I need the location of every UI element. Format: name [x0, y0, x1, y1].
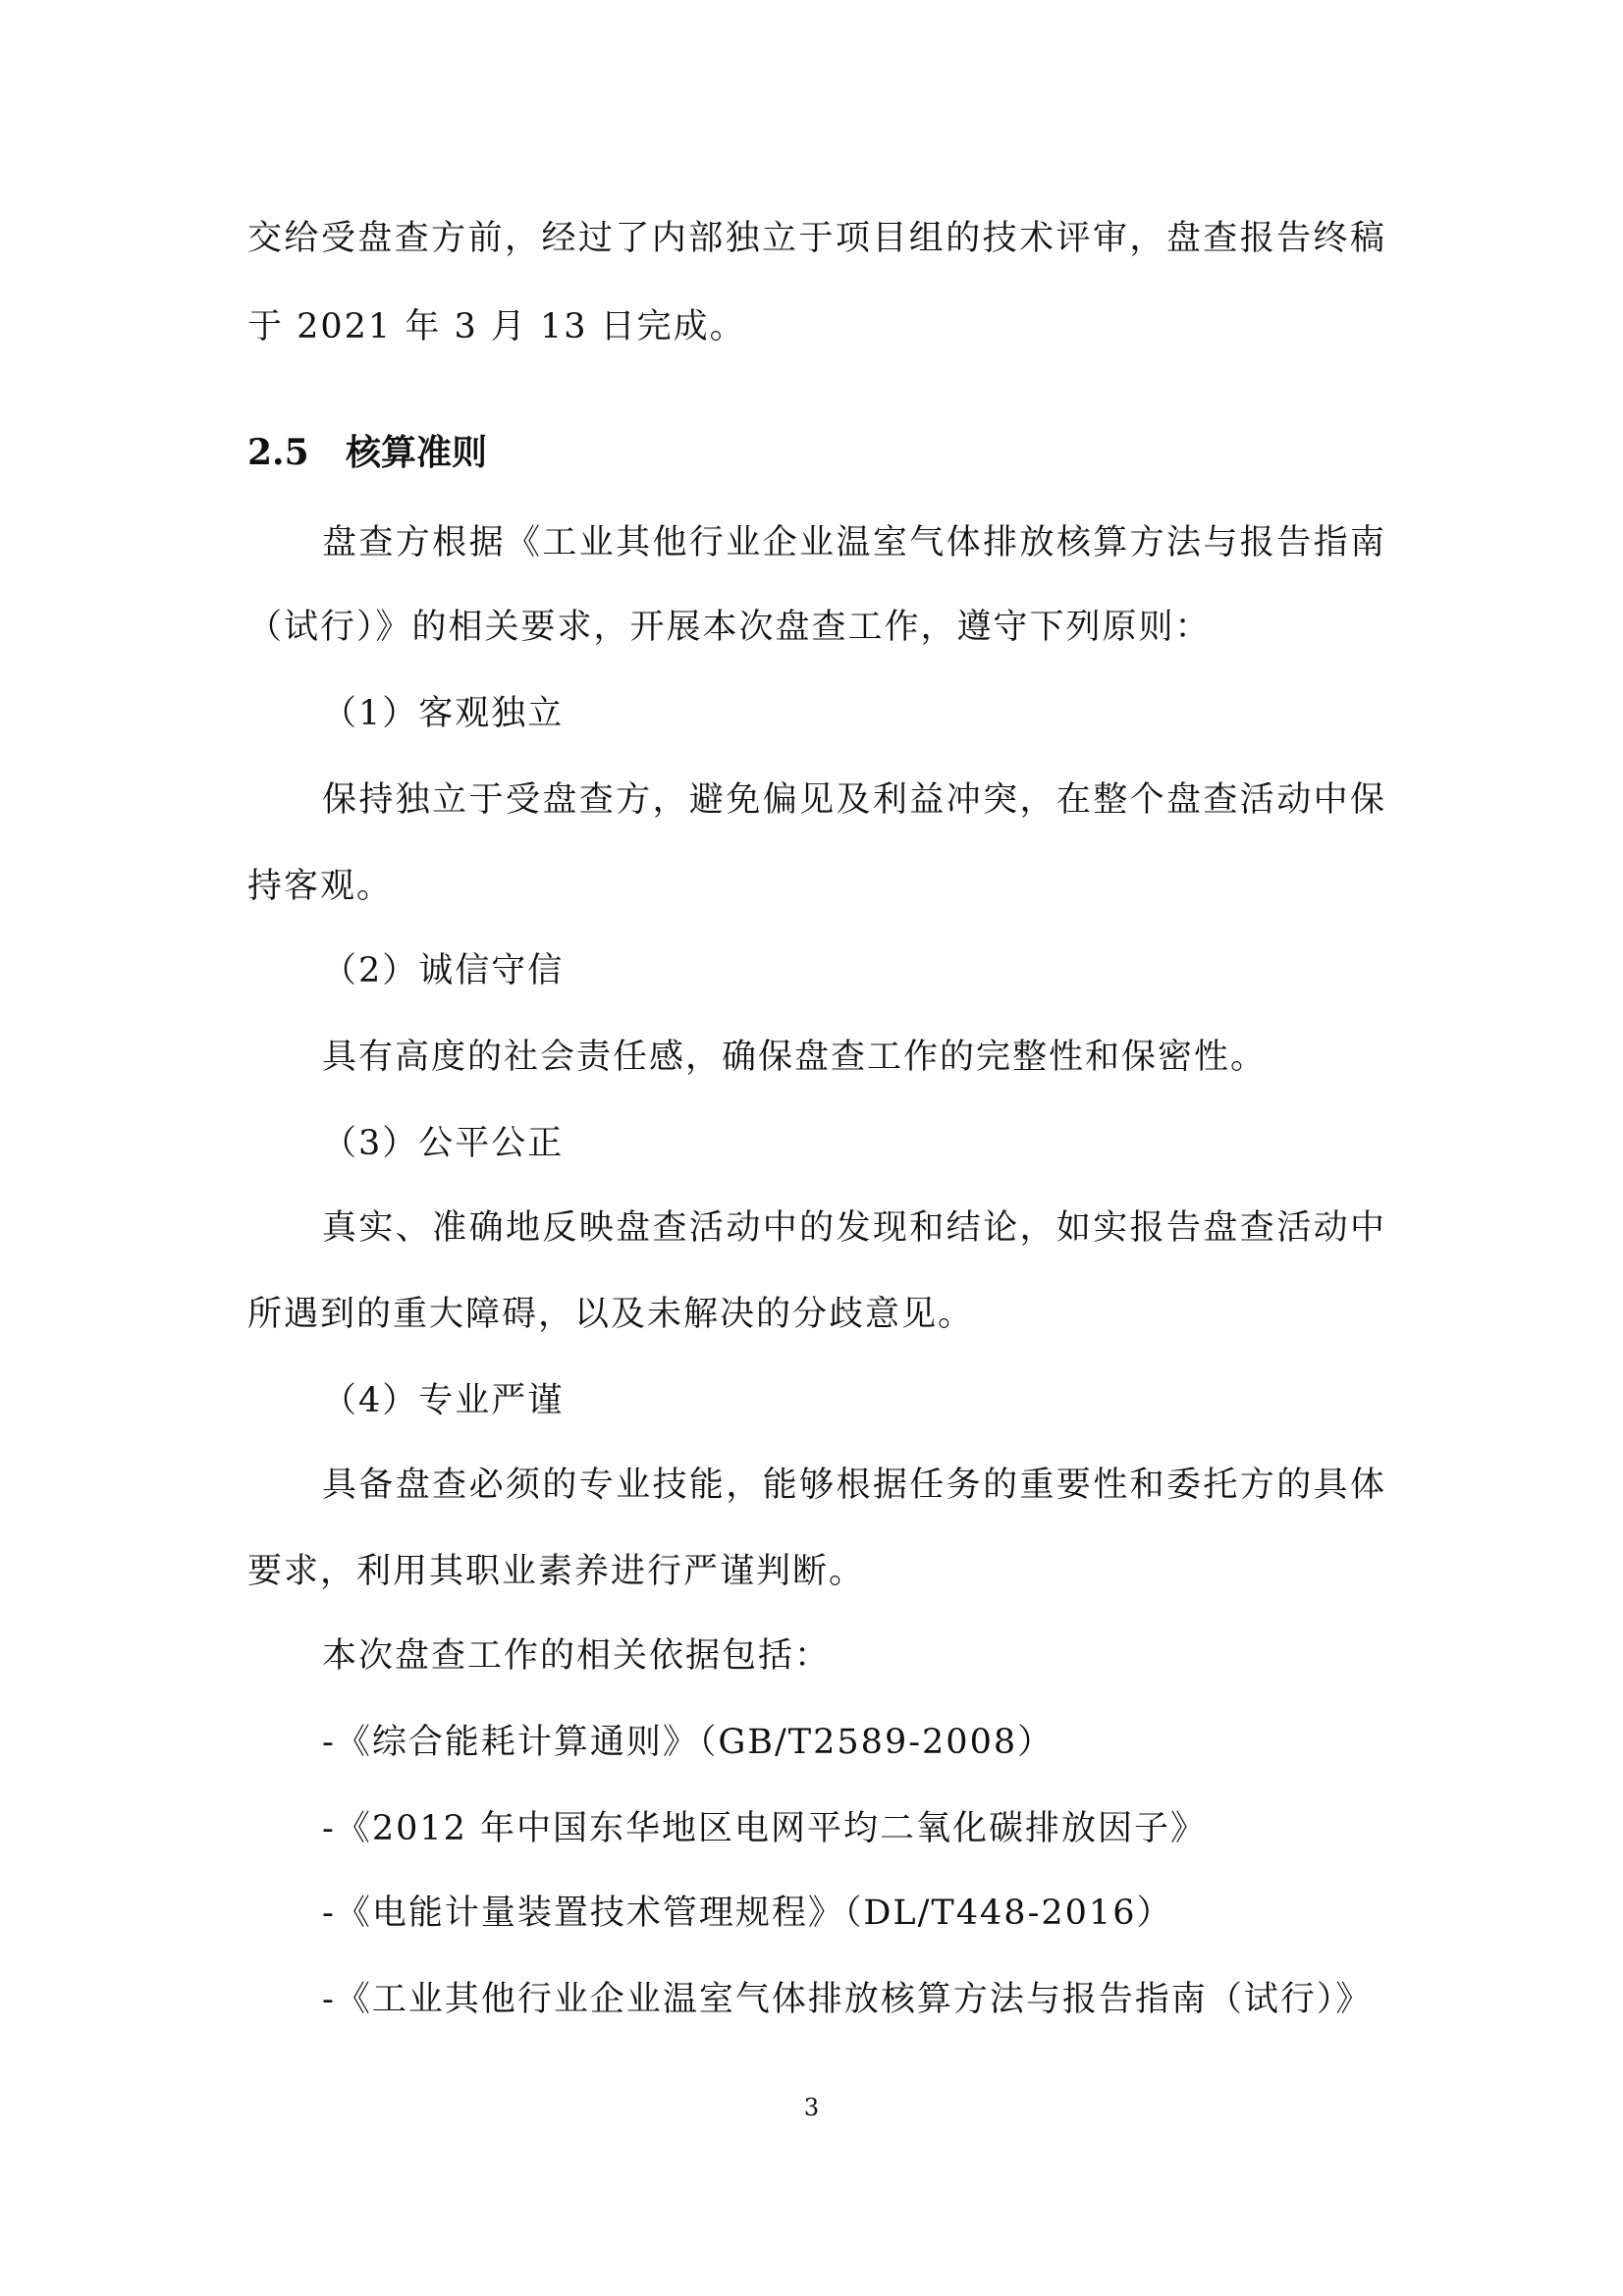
principle-2-line-1: 具有高度的社会责任感，确保盘查工作的完整性和保密性。: [322, 1038, 1268, 1077]
section-heading: [247, 428, 487, 477]
reference-item: -《2012 年中国东华地区电网平均二氧化碳排放因子》: [322, 1809, 1208, 1848]
reference-item: -《工业其他行业企业温室气体排放核算方法与报告指南（试行）》: [322, 1980, 1373, 2019]
principle-3-title: （3）公平公正: [322, 1124, 565, 1163]
principle-4-title: （4）专业严谨: [322, 1381, 565, 1420]
principle-4-line-2: 要求，利用其职业素养进行严谨判断。: [247, 1552, 866, 1591]
principle-3-line-2: 所遇到的重大障碍，以及未解决的分歧意见。: [247, 1295, 975, 1334]
principles-intro-line-1: 盘查方根据《工业其他行业企业温室气体排放核算方法与报告指南: [322, 523, 1386, 562]
principle-1-line-1: 保持独立于受盘查方，避免偏见及利益冲突，在整个盘查活动中保: [322, 780, 1386, 820]
principle-2-title: （2）诚信守信: [322, 951, 565, 990]
principle-1-title: （1）客观独立: [322, 694, 565, 733]
intro-line-1: 交给受盘查方前，经过了内部独立于项目组的技术评审，盘查报告终稿: [247, 219, 1386, 258]
principles-intro-line-2: （试行）》的相关要求，开展本次盘查工作，遵守下列原则：: [247, 608, 1212, 647]
principle-3-line-1: 真实、准确地反映盘查活动中的发现和结论，如实报告盘查活动中: [322, 1208, 1386, 1248]
section-number: 2.5: [247, 432, 309, 473]
basis-intro: 本次盘查工作的相关依据包括：: [322, 1636, 832, 1676]
intro-line-2: 于 2021 年 3 月 13 日完成。: [247, 307, 746, 347]
reference-item: -《电能计量装置技术管理规程》（DL/T448-2016）: [322, 1894, 1173, 1933]
principle-1-line-2: 持客观。: [247, 867, 394, 906]
reference-item: -《综合能耗计算通则》（GB/T2589-2008）: [322, 1723, 1055, 1762]
principle-4-line-1: 具备盘查必须的专业技能，能够根据任务的重要性和委托方的具体: [322, 1466, 1386, 1505]
section-title: 核算准则: [346, 432, 488, 473]
page-number: 3: [803, 2094, 820, 2121]
